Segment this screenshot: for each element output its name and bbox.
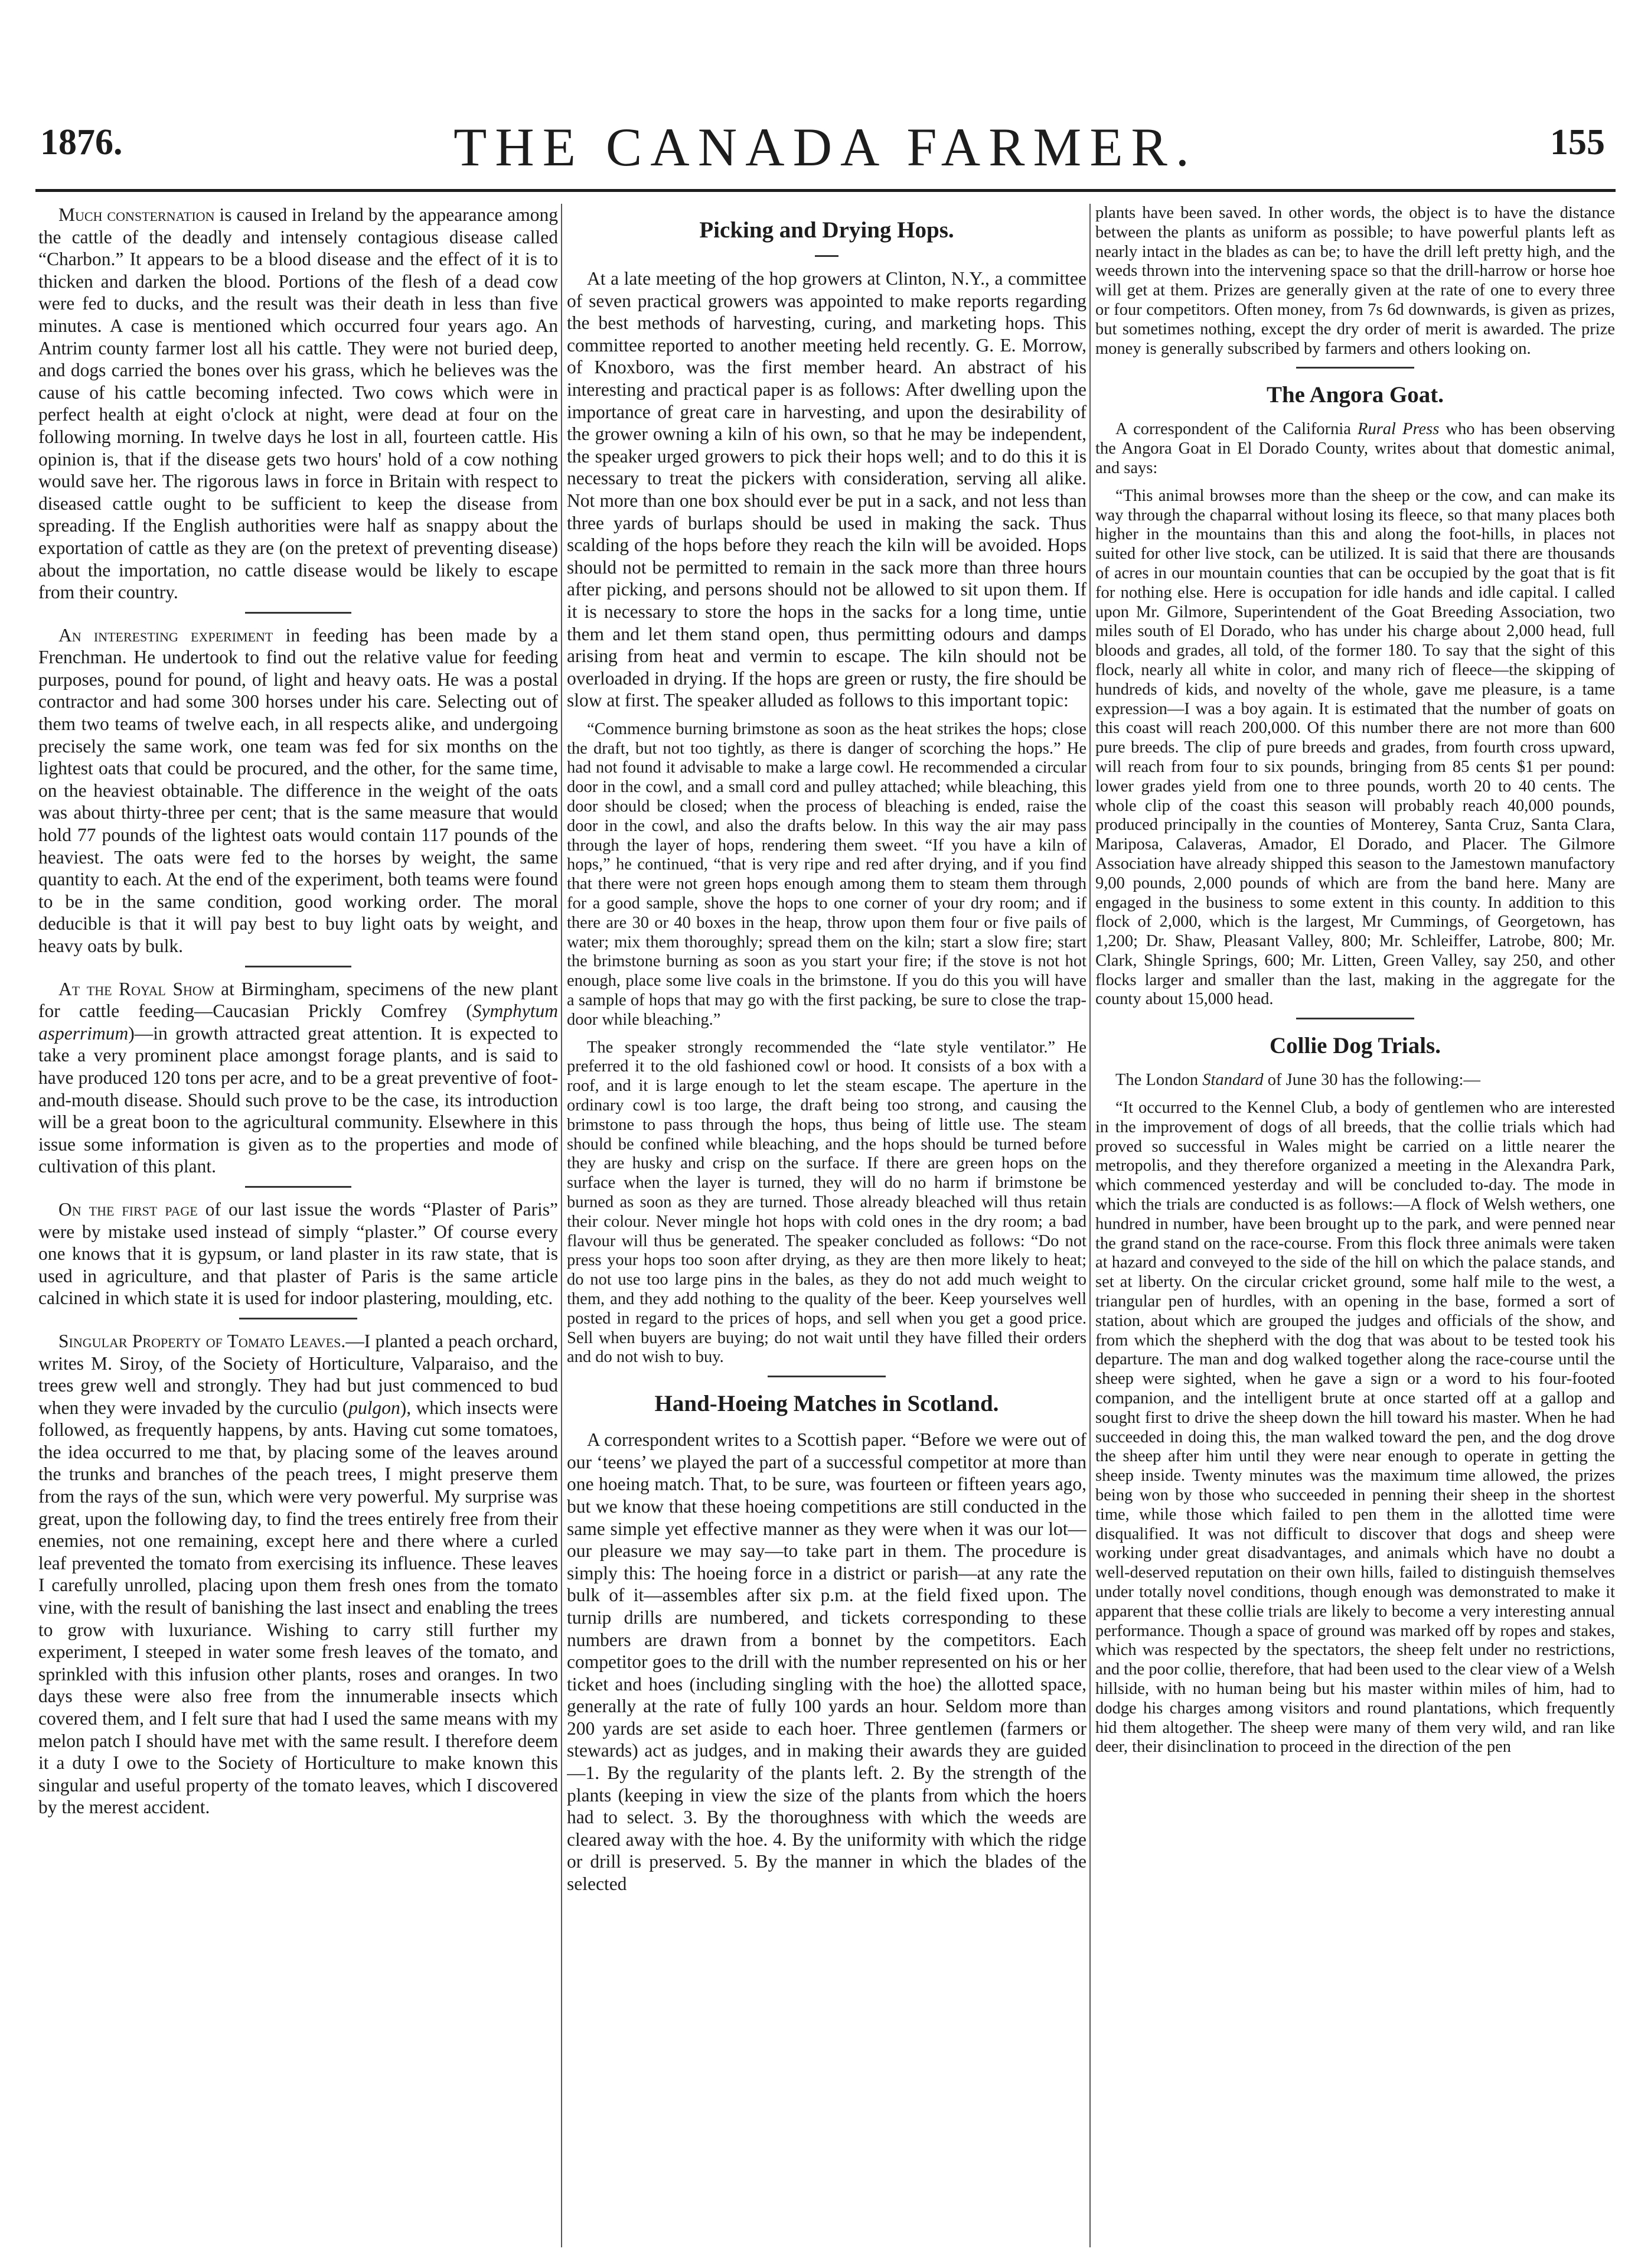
article-text: is caused in Ireland by the appearance among the cattle of the deadly and intensely contagious disease called “Charbon.” It appears to be a blood disease and the effect of it is to thicken and darken the blood. Portions of the flesh of a dead cow were fed to ducks, and the result was their death in less than five minutes. A case is mentioned which occurred four years ago. An Antrim county farmer lost all his cattle. They were not buried deep, and dogs carried the bones over his grass, which he believes was the cause of his cattle becoming infected. Two cows which were in perfect health at eight o'clock at night, were dead at four on the following morning. In twelve days he lost in all, fourteen cattle. His opinion is, that if the disease gets two hours' hold of a cow nothing would save her. The rigorous laws in force in Britain with respect to diseased cattle ought to be sufficient to keep the disease from spreading. If the English authorities were half as snappy about the exportation of cattle as they are (on the pretext of preventing disease) about the importation, no cattle disease would be likely to escape from their country. xyxy=(38,204,558,603)
page-number: 155 xyxy=(1550,122,1605,162)
article-lead: An interesting experiment xyxy=(58,624,273,646)
page-header xyxy=(35,116,1616,181)
article-comfrey xyxy=(38,978,558,1178)
paper-name: Standard xyxy=(1202,1071,1264,1090)
paragraph xyxy=(1095,1071,1615,1090)
header-rule xyxy=(35,189,1616,192)
text: who has been observing the Angora Goat in El Dorado County, writes about that domestic animal, and says: xyxy=(1095,420,1615,477)
paragraph: “This animal browses more than the sheep or the cow, and can make its way through the chaparral without losing its fleece, so that many places both higher in the mountains than this and along the foot-hills, in places not suited for other live stock, can be utilized. It is said that there are thousands of acres in our mountain counties that can be occupied by the goat that is fit for nothing else. Here is occupation for idle hands and idle capital. I called upon Mr. Gilmore, Superintendent of the Goat Breeding Association, two miles south of El Dorado, who has under his charge about 2,000 head, full bloods and grades, all told, of the former 180. To say that the sight of this flock, nearly all white in color, and many rich of fleece—the skipping of hundreds of kids, and novelty of the whole, gave me pleasure, is a tame expression—I was a boy again. It is estimated that the number of goats on this coast will reach 200,000. Of this number there are not more than 600 pure breeds. The clip of pure breeds and grades, from fourth cross upward, will reach from four to six pounds, bringing from 85 cents $1 per pound: lower grades yield from one to three pounds, worth 20 to 40 cents. The whole clip of the coast this season will probably reach 40,000 pounds, produced principally in the counties of Monterey, Santa Cruz, Santa Clara, Mariposa, Calaveras, Amador, El Dorado, and Placer. The Gilmore Association have already shipped this season to the Jamestown manufactory 9,00 pounds, 2,000 pounds of which are from the band here. Many are engaged in the business to some extent in this county. In addition to this flock of 2,000, which is the largest, Mr Cummings, of Georgetown, has 1,200; Dr. Shaw, Pleasant Valley, 800; Mr. Schleiffer, Latrobe, 800; Mr. Clark, Shingle Springs, 600; Mr. Litten, Green Valley, say 250, and other flocks larger and smaller than the last, making in the aggregate for the county about 15,000 head. xyxy=(1095,486,1615,1009)
separator xyxy=(815,255,838,257)
article-lead: Singular Property of Tomato Leaves. xyxy=(58,1330,346,1351)
separator xyxy=(1296,1018,1414,1019)
separator xyxy=(245,612,351,614)
column-middle xyxy=(567,204,1086,2247)
article-text: )—in growth attracted great attention. It is expected to take a very prominent place amongst forage plants, and is said to have produced 120 tons per acre, and to be a great preventive of foot-and-mouth disease. Should such prove to be the case, its introduction will be a great boon to the agricultural community. Elsewhere in this issue some information is given as to the properties and mode of cultivation of this plant. xyxy=(38,1022,558,1177)
paragraph: plants have been saved. In other words, the object is to have the distance between the plants as uniform as possible; to have powerful plants left as nearly intact in the blades as can be; to have the drill left pretty high, and the weeds thrown into the intervening space so that the drill-harrow or horse hoe will get at them. Prizes are generally given at the rate of one to every three or four competitors. Often money, from 7s 6d downwards, is given as prizes, but sometimes nothing, except the dry order of merit is awarded. The prize money is generally subscribed by farmers and others looking on. xyxy=(1095,204,1615,358)
article-lead: On the first page xyxy=(58,1198,198,1220)
heading-collie: Collie Dog Trials. xyxy=(1270,1033,1441,1059)
text: of June 30 has the following:— xyxy=(1263,1071,1480,1090)
paragraph: “It occurred to the Kennel Club, a body of gentlemen who are interested in the improvement of dogs of all breeds, that the collie trials which had proved so successful in Wales might be carried on a little nearer the metropolis, and they therefore organized a meeting in the Alexandra Park, which commenced yesterday and will be concluded to-day. The mode in which the trials are conducted is as follows:—A flock of Welsh wethers, one hundred in number, have been brought up to the park, and were penned near the grand stand on the race-course. From this flock three animals were taken at hazard and conveyed to the side of the hill on which the palace stands, and set at liberty. On the circular cricket ground, some half mile to the west, a triangular pen of hurdles, with an opening in the base, formed a sort of station, about which are grouped the judges and officials of the show, and from which the shepherd with the dog that was about to be tested took his departure. The man and dog walked together along the race-course until the sheep were sighted, when he gave a sign or a word to his four-footed companion, and the intelligent brute at once started off at a gallop and sought first to drive the sheep down the hill toward his master. When he had succeeded in doing this, the man walked toward the pen, and the dog drove the sheep after him until they were near enough to operate in getting the sheep inside. Twenty minutes was the maximum time allowed, the prizes being won by those who succeeded in penning their sheep in the shortest time, while those which failed to pen them in the allotted time were disqualified. It was not difficult to discover that dogs and sheep were working under great disadvantages, and animals which have no doubt a well-deserved reputation on their own hills, failed to distinguish themselves under totally novel conditions, though enough was demonstrated to make it apparent that these collie trials are likely to become a very interesting annual performance. Though a space of ground was marked off by ropes and stakes, which was respected by the spectators, the sheep felt under no restrictions, and the poor collie, therefore, that had been used to the clear view of a Welsh hillside, with no human being but his master within miles of him, had to dodge his charges among visitors and round plantations, which frequently hid them altogether. The sheep were many of them very wild, and ran like deer, their disinclination to proceed in the direction of the pen xyxy=(1095,1099,1615,1757)
column-left xyxy=(38,204,558,2247)
heading-hops: Picking and Drying Hops. xyxy=(699,217,954,243)
article-lead: Much consternation xyxy=(58,204,215,225)
article-plaster xyxy=(38,1198,558,1309)
separator xyxy=(245,966,351,967)
heading-hoeing: Hand-Hoeing Matches in Scotland. xyxy=(654,1391,999,1417)
masthead-title: THE CANADA FARMER. xyxy=(453,117,1198,177)
separator xyxy=(768,1376,886,1377)
latin-name: Symphytum asperrimum xyxy=(38,1001,558,1044)
article-lead: At the Royal Show xyxy=(58,978,214,999)
column-divider xyxy=(561,204,562,2247)
article-text: ), which insects were followed, as frequently happens, by ants. Having cut some tomatoes, the idea occurred to me that, by placing some of the leaves around the trunks and branches of the peach trees, I might preserve them from the rays of the sun, which were very powerful. My surprise was great, upon the following day, to find the trees entirely free from their enemies, not one remaining, except here and there where a curled leaf prevented the tomato from exercising its influence. These leaves I carefully unrolled, placing upon them fresh ones from the tomato vine, with the result of banishing the last insect and enabling the trees to grow with luxuriance. Wishing to carry still further my experiment, I steeped in water some fresh leaves of the tomato, and sprinkled with this infusion other plants, roses and oranges. In two days these were also free from the innumerable insects which covered them, and I felt sure that had I used the same means with my melon patch I should have met with the same result. I therefore deem it a duty I owe to the Society of Horticulture to make known this singular and useful property of the tomato leaves, which I discovered by the merest accident. xyxy=(38,1397,558,1818)
separator xyxy=(245,1186,351,1188)
article-text: at Birmingham, specimens of the new plant for cattle feeding—Caucasian Prickly Comfrey ( xyxy=(38,978,558,1022)
column-divider xyxy=(1089,204,1091,2247)
article-oats xyxy=(38,624,558,957)
column-right xyxy=(1095,204,1615,2247)
article-tomato xyxy=(38,1330,558,1819)
article-charbon xyxy=(38,204,558,604)
separator xyxy=(239,1318,357,1319)
text: A correspondent of the California xyxy=(1115,420,1358,439)
separator xyxy=(1296,367,1414,369)
header-year: 1876. xyxy=(40,122,123,162)
paper-name: Rural Press xyxy=(1358,420,1440,439)
latin-name: pulgon xyxy=(348,1397,400,1418)
paragraph: “Commence burning brimstone as soon as the heat strikes the hops; close the draft, but not too tightly, as there is danger of scorching the hops.” He had not found it advisable to make a large cowl. He recommended a circular door in the cowl, and a small cord and pulley attached; while bleaching, this door should be closed; when the process of bleaching is ended, raise the door in the cowl, and also the drafts below. In this way the air may pass through the layer of hops, rendering them sweet. “If you have a kiln of hops,” he continued, “that is very ripe and red after drying, and if you find that there were not green hops enough among them to steam them through for a good sample, shove the hops to one corner of your dry room; and if there are 30 or 40 boxes in the heap, throw upon them four or five pails of water; mix them thoroughly; spread them on the kiln; start a slow fire; start the brimstone burning as soon as you start your fire; if the stove is not hot enough, place some live coals in the brimstone. If you do this you will have a sample of hops that may go with the first packing, be sure to close the trap-door while bleaching.” xyxy=(567,719,1086,1029)
article-text: of our last issue the words “Plaster of Paris” were by mistake used instead of simply “plaster.” Of course every one knows that it is gypsum, or land plaster in its raw state, that is used in agriculture, and that plaster of Paris is the same article calcined in which state it is used for indoor plastering, moulding, etc. xyxy=(38,1198,558,1309)
heading-angora: The Angora Goat. xyxy=(1266,382,1444,408)
paragraph: The speaker strongly recommended the “late style ventilator.” He preferred it to the old fashioned cowl or hood. It consists of a box with a roof, and it is large enough to let the steam escape. The aperture in the ordinary cowl is too large, the draft being too strong, and causing the brimstone to pass through the hops, thus being of little use. The steam should be confined while bleaching, and the hops should be turned before they are husky and crisp on the surface. If there are green hops on the surface when the layer is turned, they will do no harm if brimstone be burned as soon as they are turned. Those already bleached will thus retain their colour. Never mingle hot hops with cold ones in the dry room; a bad flavour will thus be generated. The speaker concluded as follows: “Do not press your hops too soon after drying, as they are then more likely to heat; do not use too large pins in the bales, as they do not add much weight to them, and they add nothing to the quality of the beer. Keep yourselves well posted in regard to the prices of hops, and sell when you get a good price. Sell when buyers are buying; do not wait until they have filled their orders and do not wish to buy. xyxy=(567,1038,1086,1367)
paragraph: A correspondent writes to a Scottish paper. “Before we were out of our ‘teens’ we played the part of a successful competitor at more than one hoeing match. That, to be sure, was fourteen or fifteen years ago, but we know that these hoeing competitions are still conducted in the same simple yet effective manner as they were when it was our lot—our pleasure we may say—to take part in them. The procedure is simply this: The hoeing force in a district or parish—at any rate the bulk of it—assembles after six p.m. at the field fixed upon. The turnip drills are numbered, and tickets corresponding to these numbers are drawn from a bonnet by the competitors. Each competitor goes to the drill with the number represented on his or her ticket and hoes (including singling with the hoe) the allotted space, generally at the rate of fully 100 yards an hour. Seldom more than 200 yards are set aside to each hoer. Three gentlemen (farmers or stewards) act as judges, and in making their awards they are guided—1. By the regularity of the plants left. 2. By the strength of the plants (keeping in view the size of the plants from which the hoers had to select. 3. By the thoroughness with which the weeds are cleared away with the hoe. 4. By the uniformity with which the ridge or drill is preserved. 5. By the manner in which the blades of the selected xyxy=(567,1429,1086,1895)
paragraph xyxy=(1095,420,1615,478)
article-text: —I planted a peach orchard, writes M. Siroy, of the Society of Horticulture, Valparaiso, and the trees grew well and strongly. They had but just commenced to bud when they were invaded by the curculio ( xyxy=(38,1330,558,1418)
text: The London xyxy=(1115,1071,1203,1090)
paragraph: At a late meeting of the hop growers at Clinton, N.Y., a committee of seven practical growers was appointed to make reports regarding the best methods of harvesting, curing, and marketing hops. This committee reported to another meeting held recently. G. E. Morrow, of Knoxboro, was the first member heard. An abstract of his interesting and practical paper is as follows: After dwelling upon the importance of great care in harvesting, and upon the desirability of the grower owning a kiln of his own, so that he may be independent, the speaker urged growers to pick their hops well; and to do this it is necessary to treat the pickers with consideration, serving all alike. Not more than one box should ever be put in a sack, and not less than three yards of burlaps should be used in making the sack. Thus scalding of the hops before they reach the kiln will be avoided. Hops should not be permitted to remain in the sack more than three hours after picking, and persons should not be allowed to sit upon them. If it is necessary to store the hops in the sacks for a long time, untie them and let them stand open, thus permitting odours and damps arising from heat and vermin to escape. The kiln should not be overloaded in drying. If the hops are green or rusty, the fire should be slow at first. The speaker alluded as follows to this important topic: xyxy=(567,268,1086,711)
article-text: in feeding has been made by a Frenchman. He undertook to find out the relative value for feeding purposes, pound for pound, of light and heavy oats. He was a postal contractor and had some 300 horses under his care. Selecting out of them two teams of twelve each, in all respects alike, and undergoing precisely the same work, one team was fed for six months on the lightest oats that could be procured, and the other, for the same time, on the heaviest obtainable. The difference in the weight of the oats was about thirty-three per cent; that is the same measure that would hold 77 pounds of the lightest oats would contain 117 pounds of the heaviest. The oats were fed to the horses by weight, the same quantity to each. At the end of the experiment, both teams were found to be in the same condition, good working order. The moral deducible is that it will pay best to buy light oats by weight, and heavy oats by bulk. xyxy=(38,624,558,956)
